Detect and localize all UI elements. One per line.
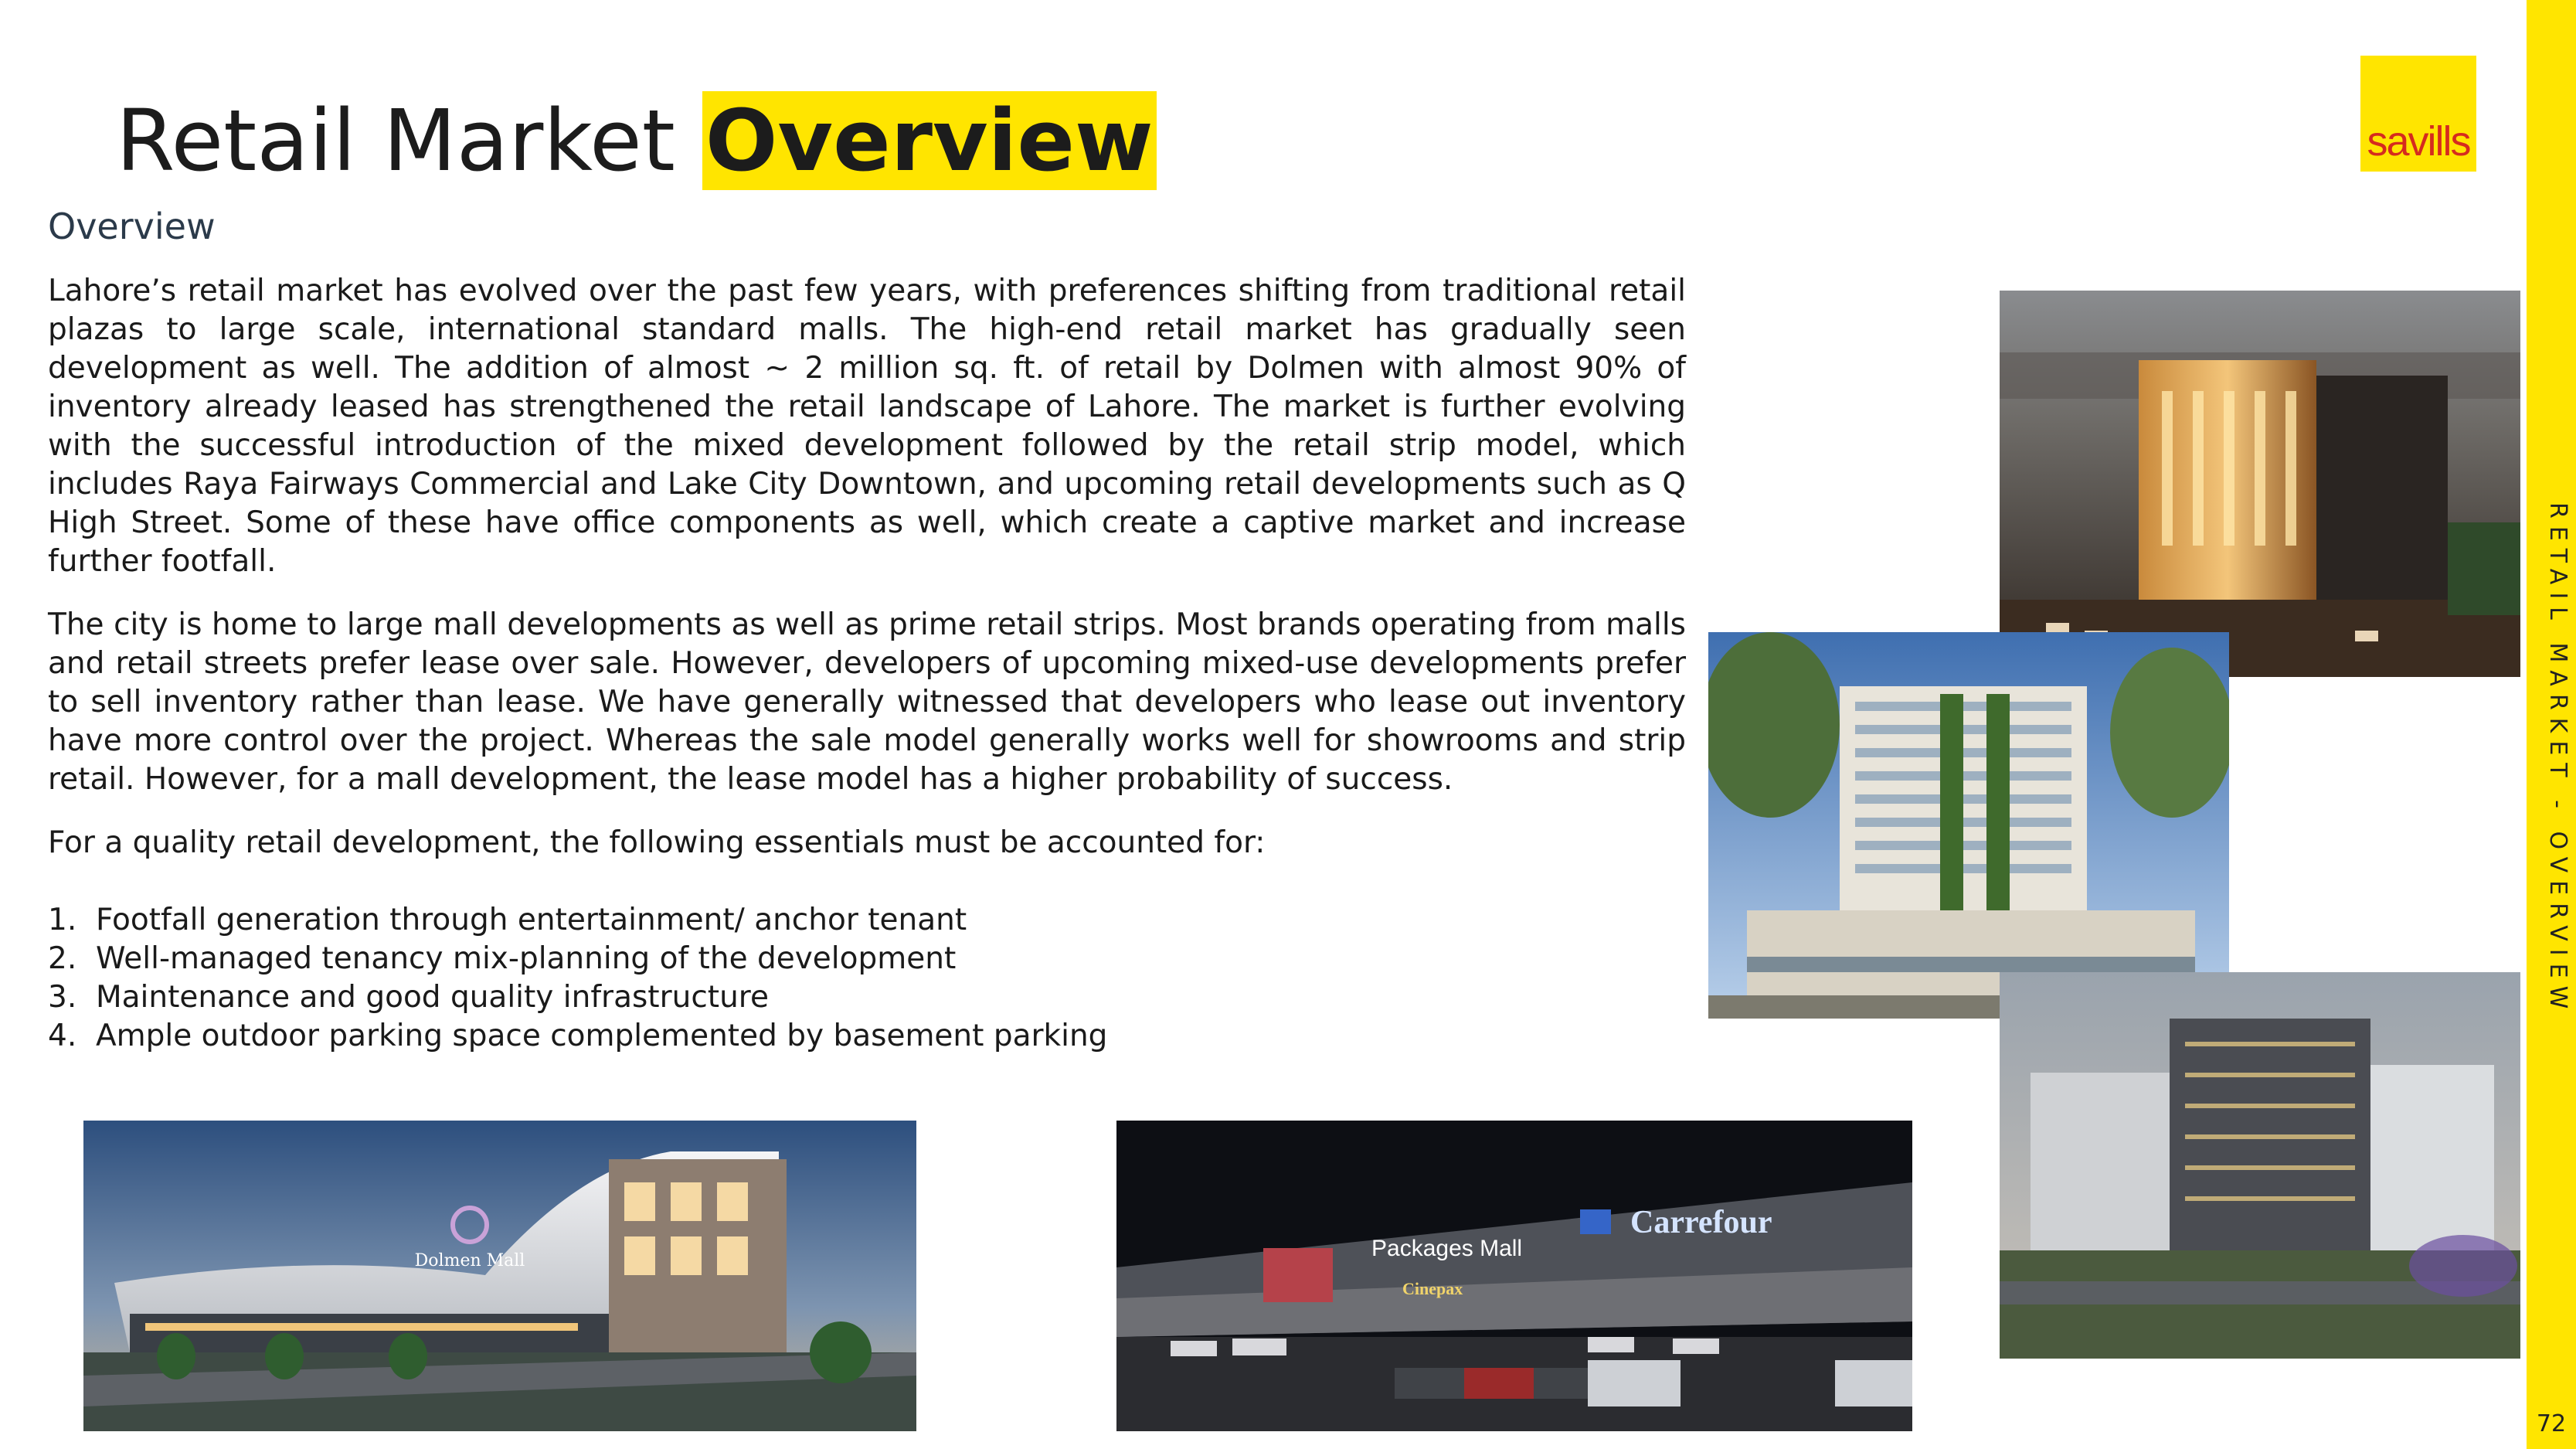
logo-text: savills bbox=[2367, 118, 2470, 165]
paragraph-3: For a quality retail development, the following essentials must be accounted for: bbox=[48, 825, 1266, 860]
paragraph-2: The city is home to large mall developments as well as prime retail strips. Most brands operating from malls and retail streets prefer lease over sale. However, developers of upcoming mixed-use developments prefer to sell inventory rather than lease. We have generally witnessed that developers who lease out inventory have more control over the project. Whereas the sale model generally works well for showrooms and strip retail. However, for a mall development, the lease model has a higher probability of success. bbox=[48, 607, 1686, 797]
carrefour-sign: Carrefour bbox=[1630, 1205, 1772, 1240]
photo-modern-complex bbox=[2000, 972, 2520, 1359]
photo-packages-mall bbox=[1116, 1121, 1912, 1431]
page-title bbox=[116, 87, 1157, 195]
dolmen-mall-sign: Dolmen Mall bbox=[414, 1251, 525, 1270]
savills-logo bbox=[2360, 56, 2476, 172]
section-side-label: RETAIL MARKET - OVERVIEW bbox=[2544, 502, 2571, 1017]
packages-mall-sign: Packages Mall bbox=[1371, 1236, 1523, 1261]
page-number: 72 bbox=[2536, 1410, 2567, 1437]
essentials-list bbox=[48, 901, 1686, 1056]
paragraph-1: Lahore’s retail market has evolved over the past few years, with preferences shifting from traditional retail plazas to large scale, international standard malls. The high-end retail market has gradually seen development as well. The addition of almost ~ 2 million sq. ft. of retail by Dolmen with almost 90% of inventory already leased has strengthened the retail landscape of Lahore. The market is further evolving with the successful introduction of the mixed development followed by the retail strip model, which includes Raya Fairways Commercial and Lake City Downtown, and upcoming retail developments such as Q High Street. Some of these have office components as well, which create a captive market and increase further footfall. bbox=[48, 274, 1686, 579]
photo-dolmen-mall bbox=[83, 1121, 916, 1431]
list-item: 2. Well-managed tenancy mix-planning of the development bbox=[48, 941, 957, 976]
cinepax-sign: Cinepax bbox=[1402, 1279, 1463, 1298]
list-item: 4. Ample outdoor parking space complemented by basement parking bbox=[48, 1019, 1108, 1053]
title-plain: Retail Market bbox=[116, 91, 702, 190]
body-text bbox=[48, 272, 1686, 1056]
photo-night-mall-building bbox=[2000, 291, 2520, 677]
photo-mixed-use-tower bbox=[1708, 632, 2229, 1019]
section-heading: Overview bbox=[48, 206, 216, 247]
list-item: 1. Footfall generation through entertainment/ anchor tenant bbox=[48, 903, 967, 937]
list-item: 3. Maintenance and good quality infrastructure bbox=[48, 980, 769, 1015]
title-highlight: Overview bbox=[702, 91, 1157, 190]
